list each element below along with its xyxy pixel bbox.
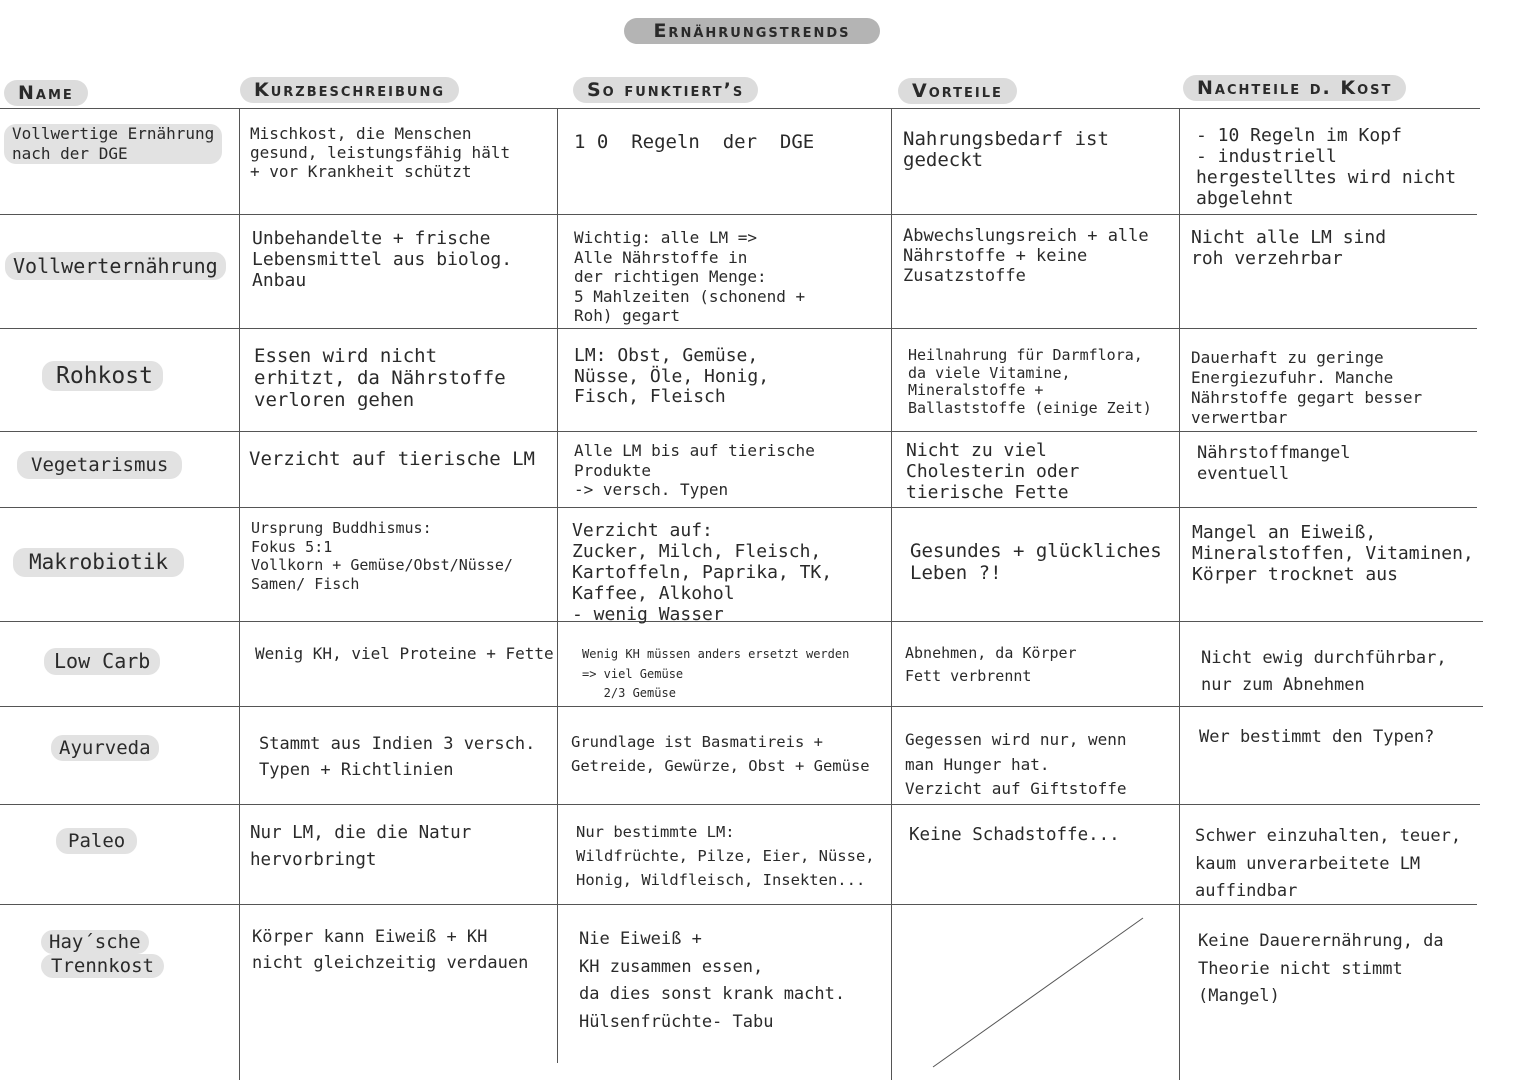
cell-kurzbeschreibung: Verzicht auf tierische LM [249,448,535,470]
cell-funktion: LM: Obst, Gemüse, Nüsse, Öle, Honig, Fisch, Fleisch [574,345,770,407]
grid-line [239,108,240,1080]
grid-line [0,108,1480,109]
grid-line [0,328,1477,329]
cell-funktion: Grundlage ist Basmatireis + Getreide, Gewürze, Obst + Gemüse [571,733,870,775]
cell-nachteile: - 10 Regeln im Kopf - industriell hergestelltes wird nicht abgelehnt [1196,125,1457,209]
grid-line [0,804,1480,805]
grid-line [0,431,1477,432]
row-name-haysche: Hay´sche [41,930,149,954]
grid-line [557,108,558,1063]
cell-vorteile: Heilnahrung für Darmflora, da viele Vitamine, Mineralstoffe + Ballaststoffe (einige Zeit) [908,346,1152,417]
grid-line [0,706,1483,707]
header-name: Name [4,80,88,106]
cell-nachteile: Mangel an Eiweiß, Mineralstoffen, Vitaminen, Körper trocknet aus [1192,522,1474,585]
cell-vorteile: Abnehmen, da Körper Fett verbrennt [905,644,1077,685]
row-name-trennkost: Trennkost [41,954,164,978]
cell-vorteile: Abwechslungsreich + alle Nährstoffe + keine Zusatzstoffe [903,226,1149,286]
cell-nachteile: Schwer einzuhalten, teuer, kaum unverarbeitete LM auffindbar [1195,826,1462,901]
header-so-funktionierts: So funktiert’s [573,77,758,103]
cell-funktion: Nie Eiweiß + KH zusammen essen, da dies sonst krank macht. Hülsenfrüchte- Tabu [579,929,846,1032]
cell-kurzbeschreibung: Essen wird nicht erhitzt, da Nährstoffe verloren gehen [254,345,506,411]
cell-kurzbeschreibung: Mischkost, die Menschen gesund, leistungsfähig hält + vor Krankheit schützt [250,124,511,181]
row-name-low-carb: Low Carb [44,648,160,675]
cell-funktion: 1 0 Regeln der DGE [574,131,815,153]
empty-cell-strike [925,912,1150,1072]
cell-nachteile: Nicht alle LM sind roh verzehrbar [1191,227,1387,269]
row-name-rohkost: Rohkost [42,361,163,391]
cell-funktion: Verzicht auf: Zucker, Milch, Fleisch, Kartoffeln, Paprika, TK, Kaffee, Alkohol - wenig Wasser [572,520,833,625]
cell-kurzbeschreibung: Stammt aus Indien 3 versch. Typen + Richtlinien [259,734,536,780]
header-kurzbeschreibung: Kurzbeschreibung [240,77,459,103]
page-title: Ernährungstrends [624,18,880,44]
cell-funktion: Alle LM bis auf tierische Produkte -> versch. Typen [574,441,815,499]
cell-nachteile: Nicht ewig durchführbar, nur zum Abnehmen [1201,648,1447,695]
cell-funktion: Wenig KH müssen anders ersetzt werden => viel Gemüse 2/3 Gemüse [582,647,850,700]
cell-nachteile: Dauerhaft zu geringe Energiezufuhr. Manche Nährstoffe gegart besser verwertbar [1191,348,1423,427]
grid-line [1179,108,1180,1080]
row-name-ayurveda: Ayurveda [51,735,159,761]
strike-line [933,918,1143,1067]
cell-nachteile: Nährstoffmangel eventuell [1197,443,1351,484]
header-vorteile: Vorteile [898,78,1017,104]
cell-kurzbeschreibung: Wenig KH, viel Proteine + Fette [255,644,554,663]
grid-line [0,507,1477,508]
row-name-paleo: Paleo [56,828,137,854]
cell-nachteile: Wer bestimmt den Typen? [1199,727,1435,747]
grid-line [0,214,1477,215]
header-nachteile: Nachteile d. Kost [1183,75,1406,101]
row-name-vegetarismus: Vegetarismus [17,451,182,479]
cell-funktion: Nur bestimmte LM: Wildfrüchte, Pilze, Eier, Nüsse, Honig, Wildfleisch, Insekten... [576,823,875,889]
cell-nachteile: Keine Dauerernährung, da Theorie nicht stimmt (Mangel) [1198,931,1444,1006]
cell-kurzbeschreibung: Unbehandelte + frische Lebensmittel aus biolog. Anbau [252,228,513,291]
row-name-vollwerternaehrung: Vollwerternährung [5,252,226,280]
cell-vorteile: Gegessen wird nur, wenn man Hunger hat. Verzicht auf Giftstoffe [905,730,1127,798]
row-name-vollwertige-ernaehrung: Vollwertige Ernährung nach der DGE [4,124,222,164]
cell-vorteile: Nahrungsbedarf ist gedeckt [903,128,1109,171]
cell-kurzbeschreibung: Körper kann Eiweiß + KH nicht gleichzeitig verdauen [252,927,529,973]
cell-vorteile: Keine Schadstoffe... [909,825,1120,845]
cell-kurzbeschreibung: Ursprung Buddhismus: Fokus 5:1 Vollkorn + Gemüse/Obst/Nüsse/ Samen/ Fisch [251,519,513,593]
cell-funktion: Wichtig: alle LM => Alle Nährstoffe in der richtigen Menge: 5 Mahlzeiten (schonend + Roh) gegart [574,228,806,325]
grid-line [891,108,892,1080]
cell-vorteile: Gesundes + glückliches Leben ?! [910,540,1162,584]
row-name-makrobiotik: Makrobiotik [13,548,184,577]
cell-kurzbeschreibung: Nur LM, die die Natur hervorbringt [250,823,472,870]
cell-vorteile: Nicht zu viel Cholesterin oder tierische Fette [906,440,1080,503]
